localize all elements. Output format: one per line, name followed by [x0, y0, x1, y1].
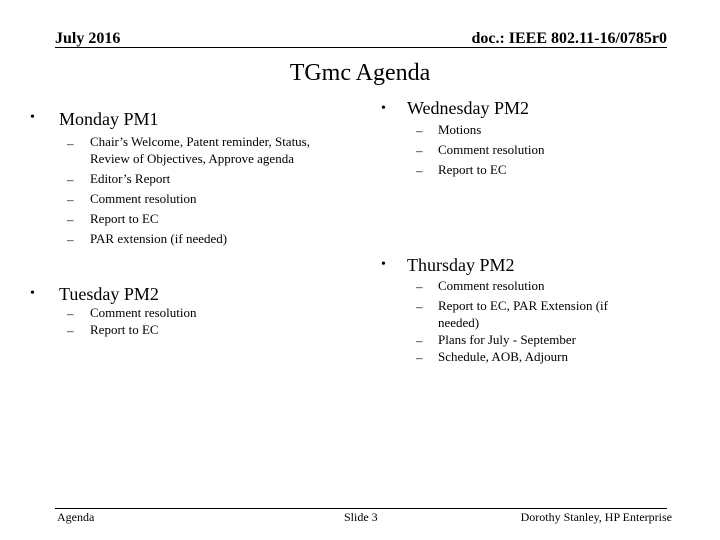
dash-icon: –	[416, 299, 423, 314]
dash-icon: –	[67, 136, 74, 151]
thursday-item: Schedule, AOB, Adjourn	[438, 349, 568, 364]
footer-author: Dorothy Stanley, HP Enterprise	[520, 510, 672, 524]
dash-icon: –	[416, 279, 423, 294]
dash-icon: –	[67, 306, 74, 321]
header-date: July 2016	[55, 30, 121, 47]
monday-heading: Monday PM1	[59, 109, 159, 129]
dash-icon: –	[416, 350, 423, 365]
dash-icon: –	[416, 163, 423, 178]
bullet-icon: •	[30, 110, 35, 125]
wednesday-item: Comment resolution	[438, 142, 545, 157]
thursday-item-continued: needed)	[438, 315, 480, 330]
wednesday-item: Motions	[438, 122, 482, 137]
monday-item-continued: Review of Objectives, Approve agenda	[90, 151, 294, 166]
header-rule	[55, 47, 667, 48]
dash-icon: –	[67, 232, 74, 247]
bullet-icon: •	[30, 286, 35, 301]
dash-icon: –	[67, 192, 74, 207]
dash-icon: –	[416, 333, 423, 348]
slide-number: Slide 3	[344, 510, 378, 524]
bullet-icon: •	[381, 257, 386, 272]
footer-left: Agenda	[57, 510, 95, 524]
thursday-item: Report to EC, PAR Extension (if	[438, 298, 608, 313]
dash-icon: –	[416, 143, 423, 158]
header-doc-id: doc.: IEEE 802.11-16/0785r0	[471, 30, 667, 47]
bullet-icon: •	[381, 101, 386, 116]
wednesday-heading: Wednesday PM2	[407, 98, 530, 118]
wednesday-item: Report to EC	[438, 162, 507, 177]
slide-title: TGmc Agenda	[289, 60, 431, 86]
footer-rule	[55, 508, 667, 509]
dash-icon: –	[67, 172, 74, 187]
dash-icon: –	[67, 323, 74, 338]
monday-item: PAR extension (if needed)	[90, 231, 228, 246]
monday-item: Report to EC	[90, 211, 159, 226]
thursday-item: Comment resolution	[438, 278, 545, 293]
monday-item: Editor’s Report	[90, 171, 171, 186]
monday-item: Comment resolution	[90, 191, 197, 206]
dash-icon: –	[416, 123, 423, 138]
tuesday-heading: Tuesday PM2	[59, 284, 159, 304]
dash-icon: –	[67, 212, 74, 227]
thursday-item: Plans for July - September	[438, 332, 576, 347]
tuesday-item: Report to EC	[90, 322, 159, 337]
monday-item: Chair’s Welcome, Patent reminder, Status,	[90, 134, 310, 149]
tuesday-item: Comment resolution	[90, 305, 197, 320]
thursday-heading: Thursday PM2	[407, 255, 515, 275]
